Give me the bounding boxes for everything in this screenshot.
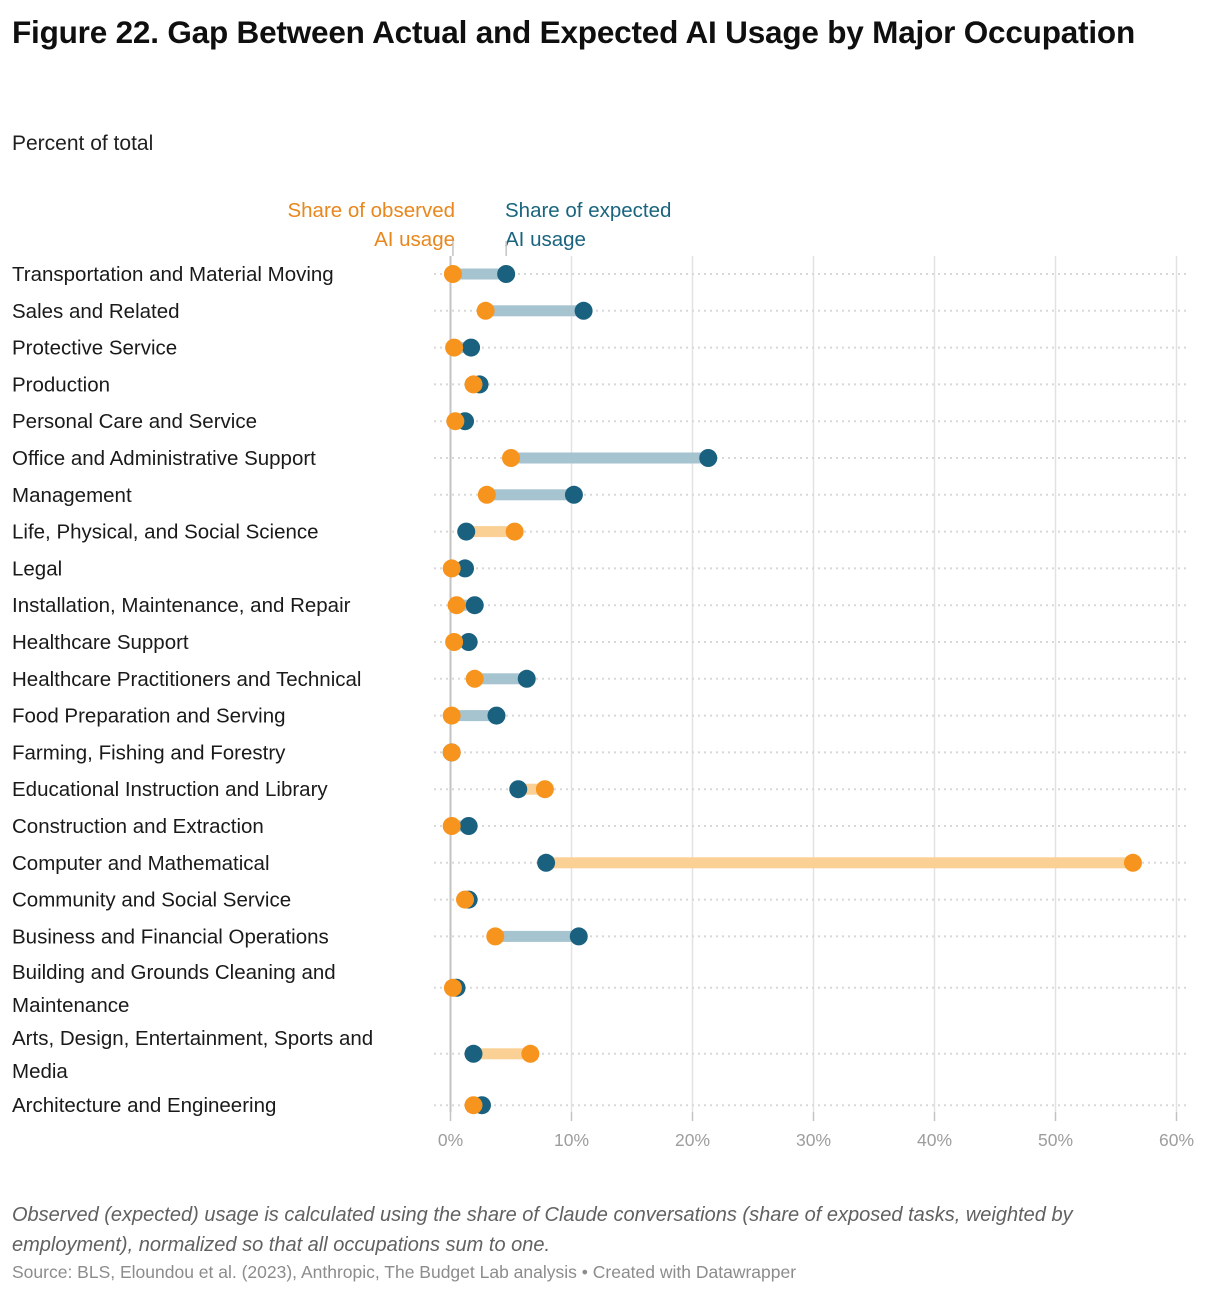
gap-bar <box>487 489 574 500</box>
observed-dot <box>536 780 554 798</box>
observed-dot <box>478 486 496 504</box>
observed-dot <box>466 670 484 688</box>
observed-dot <box>443 559 461 577</box>
expected-dot <box>464 1045 482 1063</box>
category-label: Computer and Mathematical <box>12 851 270 875</box>
gap-bar <box>486 305 584 316</box>
category-label: Personal Care and Service <box>12 410 257 434</box>
category-label: Healthcare Practitioners and Technical <box>12 667 362 691</box>
category-label: Production <box>12 373 111 397</box>
category-label: Arts, Design, Entertainment, Sports and Media <box>12 1026 374 1083</box>
chart-title: Figure 22. Gap Between Actual and Expected AI Usage by Major Occupation <box>12 14 1135 50</box>
category-label: Community and Social Service <box>12 888 292 912</box>
expected-dot <box>570 927 588 945</box>
x-axis-tick-label: 50% <box>1037 1130 1074 1150</box>
category-label: Office and Administrative Support <box>12 447 316 470</box>
observed-dot <box>1124 854 1142 872</box>
category-label: Healthcare Support <box>12 631 189 654</box>
category-label: Construction and Extraction <box>12 815 264 838</box>
observed-dot <box>521 1045 539 1063</box>
gap-bar <box>495 931 578 942</box>
category-label: Transportation and Material Moving <box>12 263 334 286</box>
observed-dot <box>444 979 462 997</box>
category-label: Farming, Fishing and Forestry <box>12 741 286 765</box>
observed-dot <box>464 375 482 393</box>
observed-dot <box>502 449 520 467</box>
expected-dot <box>518 670 536 688</box>
gap-bar <box>546 857 1133 868</box>
expected-dot <box>699 449 717 467</box>
category-label: Food Preparation and Serving <box>12 704 286 728</box>
legend-observed-line2: AI usage <box>374 228 455 251</box>
expected-dot <box>462 339 480 357</box>
x-axis-tick-label: 20% <box>674 1130 711 1150</box>
expected-dot <box>457 523 475 541</box>
expected-dot <box>537 854 555 872</box>
observed-dot <box>486 927 504 945</box>
observed-dot <box>443 707 461 725</box>
observed-dot <box>445 633 463 651</box>
x-axis-tick-label: 10% <box>553 1130 590 1150</box>
gap-bar <box>511 453 708 464</box>
legend-observed-line1: Share of observed <box>287 199 455 222</box>
x-axis-tick-label: 30% <box>795 1130 832 1150</box>
expected-dot <box>460 817 478 835</box>
observed-dot <box>446 412 464 430</box>
observed-dot <box>448 596 466 614</box>
chart-source: Source: BLS, Eloundou et al. (2023), Anthropic, The Budget Lab analysis • Created with Datawrapper <box>12 1262 797 1282</box>
category-label: Sales and Related <box>12 299 180 323</box>
category-label: Management <box>12 483 132 507</box>
chart-footnote: Observed (expected) usage is calculated using the share of Claude conversations (share of exposed tasks, weighted by employment), normalized so that all occupations sum to one. <box>12 1204 1073 1256</box>
legend-expected-line1: Share of expected <box>505 199 672 222</box>
x-axis-tick-label: 0% <box>437 1130 464 1150</box>
expected-dot <box>466 596 484 614</box>
chart-subtitle: Percent of total <box>12 132 154 155</box>
expected-dot <box>487 707 505 725</box>
observed-dot <box>444 265 462 283</box>
category-label: Installation, Maintenance, and Repair <box>12 594 351 618</box>
category-label: Educational Instruction and Library <box>12 778 328 802</box>
category-label: Legal <box>12 557 63 581</box>
legend-expected-line2: AI usage <box>505 228 586 251</box>
category-label: Life, Physical, and Social Science <box>12 520 319 544</box>
observed-dot <box>443 743 461 761</box>
observed-dot <box>443 817 461 835</box>
category-label: Building and Grounds Cleaning and Maintenance <box>12 960 336 1017</box>
expected-dot <box>575 302 593 320</box>
observed-dot <box>464 1096 482 1114</box>
expected-dot <box>497 265 515 283</box>
category-label: Architecture and Engineering <box>12 1094 277 1118</box>
observed-dot <box>456 891 474 909</box>
expected-dot <box>565 486 583 504</box>
x-axis-tick-label: 60% <box>1158 1130 1195 1150</box>
observed-dot <box>506 523 524 541</box>
expected-dot <box>509 780 527 798</box>
x-axis-tick-label: 40% <box>916 1130 953 1150</box>
category-label: Protective Service <box>12 336 178 360</box>
category-label: Business and Financial Operations <box>12 925 329 949</box>
observed-dot <box>477 302 495 320</box>
observed-dot <box>445 339 463 357</box>
